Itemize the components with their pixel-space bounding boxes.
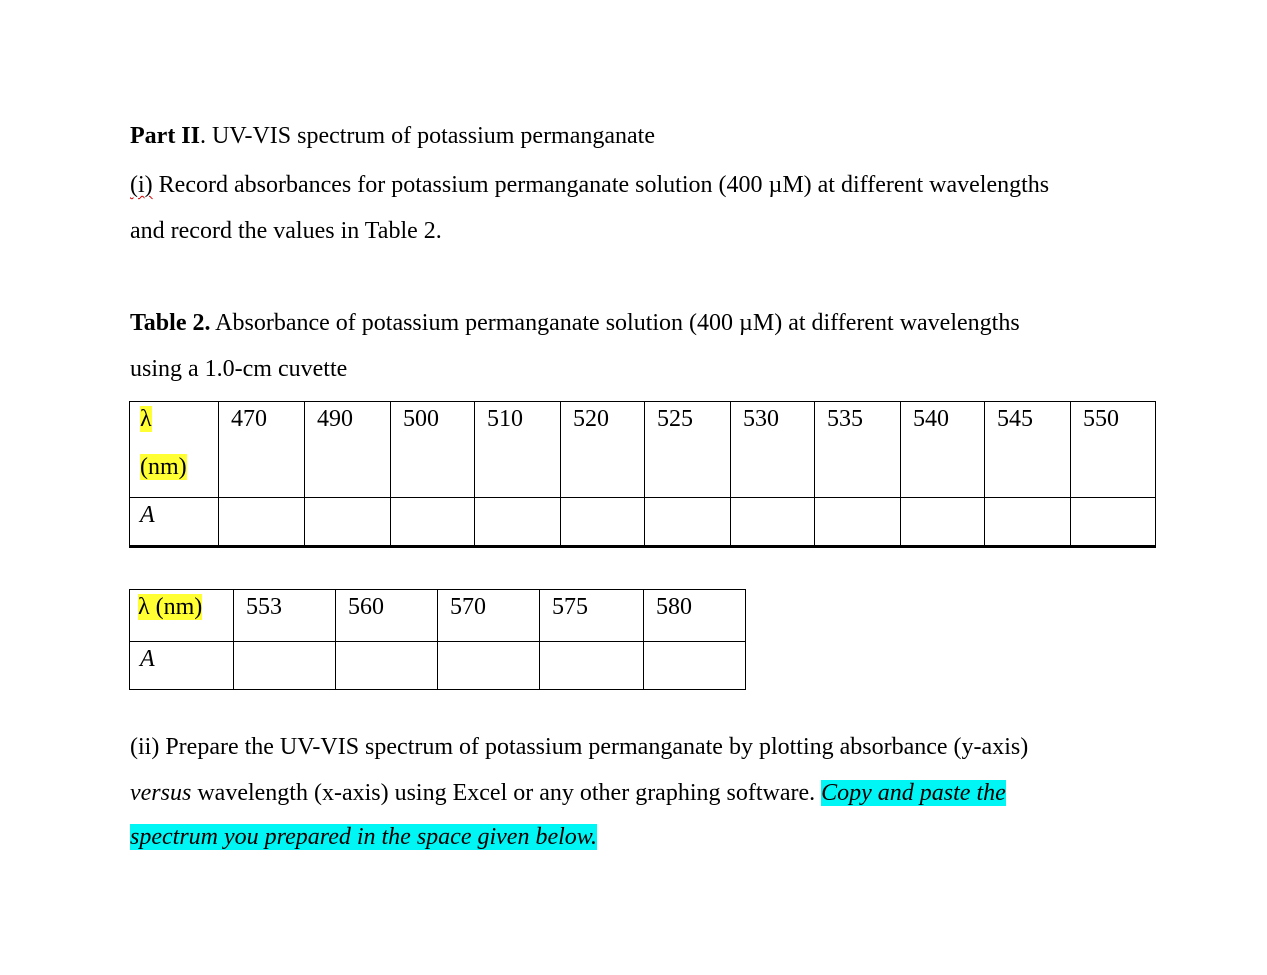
absorbance-header-cell: A xyxy=(130,642,234,690)
table-caption-label: Table 2. xyxy=(130,310,211,336)
wavelength-cell: 545 xyxy=(985,402,1071,498)
step1-text: Record absorbances for potassium permanganate solution (400 µM) at different wavelengths xyxy=(152,172,1050,198)
lambda-unit: (nm) xyxy=(140,454,187,480)
table-caption-text: Absorbance of potassium permanganate solution (400 µM) at different wavelengths xyxy=(210,310,1020,336)
table-2-part-b xyxy=(129,589,746,690)
absorbance-entry-cell[interactable] xyxy=(731,498,815,547)
absorbance-entry-cell[interactable] xyxy=(645,498,731,547)
wavelength-header-cell xyxy=(130,402,219,498)
absorbance-row xyxy=(130,498,1156,547)
lambda-symbol: λ xyxy=(140,406,152,432)
table-2-part-a xyxy=(129,401,1156,548)
absorbance-entry-cell[interactable] xyxy=(985,498,1071,547)
step1-line2: and record the values in Table 2. xyxy=(130,218,442,244)
wavelength-cell: 570 xyxy=(438,590,540,642)
instruction-highlight-a: Copy and paste the xyxy=(821,780,1006,806)
absorbance-header-cell: A xyxy=(130,498,219,547)
step2-line1: (ii) Prepare the UV-VIS spectrum of potassium permanganate by plotting absorbance (y-axis) xyxy=(130,734,1029,760)
table-caption-line2: using a 1.0-cm cuvette xyxy=(130,356,348,382)
wavelength-cell: 490 xyxy=(305,402,391,498)
step1-marker: (i) xyxy=(130,172,153,198)
wavelength-row xyxy=(130,590,746,642)
wavelength-cell: 510 xyxy=(475,402,561,498)
absorbance-entry-cell[interactable] xyxy=(234,642,336,690)
instruction-highlight-b: spectrum you prepared in the space given below. xyxy=(130,824,597,850)
wavelength-cell: 560 xyxy=(336,590,438,642)
wavelength-cell: 470 xyxy=(219,402,305,498)
absorbance-entry-cell[interactable] xyxy=(644,642,746,690)
step1-line1 xyxy=(130,171,1049,199)
wavelength-header-cell xyxy=(130,590,234,642)
wavelength-cell: 580 xyxy=(644,590,746,642)
part-heading xyxy=(130,122,655,150)
absorbance-entry-cell[interactable] xyxy=(1071,498,1156,547)
wavelength-cell: 500 xyxy=(391,402,475,498)
wavelength-row xyxy=(130,402,1156,498)
part-title: . UV-VIS spectrum of potassium permanganate xyxy=(199,123,655,149)
absorbance-row xyxy=(130,642,746,690)
table-caption-line1 xyxy=(130,309,1020,337)
wavelength-cell: 553 xyxy=(234,590,336,642)
wavelength-cell: 535 xyxy=(815,402,901,498)
wavelength-cell: 550 xyxy=(1071,402,1156,498)
absorbance-entry-cell[interactable] xyxy=(438,642,540,690)
lambda-label: λ (nm) xyxy=(138,594,203,620)
step2-text: wavelength (x-axis) using Excel or any other graphing software. xyxy=(191,780,822,806)
absorbance-entry-cell[interactable] xyxy=(219,498,305,547)
absorbance-entry-cell[interactable] xyxy=(815,498,901,547)
absorbance-entry-cell[interactable] xyxy=(391,498,475,547)
absorbance-entry-cell[interactable] xyxy=(540,642,644,690)
absorbance-entry-cell[interactable] xyxy=(305,498,391,547)
step2-line2 xyxy=(130,779,1006,807)
absorbance-entry-cell[interactable] xyxy=(475,498,561,547)
wavelength-cell: 575 xyxy=(540,590,644,642)
step2-line3 xyxy=(130,823,597,851)
part-label: Part II xyxy=(130,123,200,149)
absorbance-entry-cell[interactable] xyxy=(561,498,645,547)
absorbance-entry-cell[interactable] xyxy=(901,498,985,547)
wavelength-cell: 520 xyxy=(561,402,645,498)
absorbance-entry-cell[interactable] xyxy=(336,642,438,690)
versus-word: versus xyxy=(130,780,192,806)
wavelength-cell: 540 xyxy=(901,402,985,498)
wavelength-cell: 530 xyxy=(731,402,815,498)
wavelength-cell: 525 xyxy=(645,402,731,498)
